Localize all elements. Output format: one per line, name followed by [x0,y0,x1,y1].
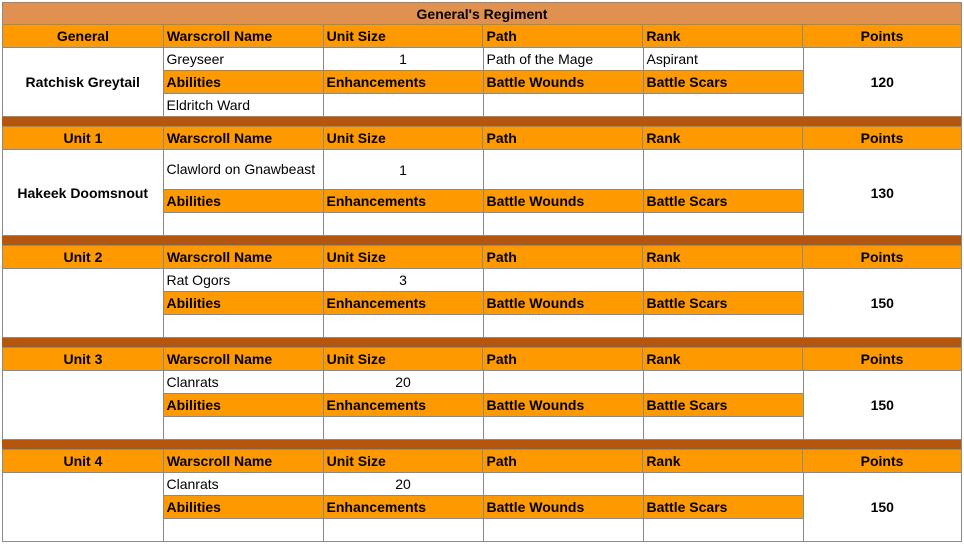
regiment-sheet [2,2,962,542]
points-header: Points [803,450,962,473]
path-cell[interactable] [484,473,644,496]
abilities-cell[interactable] [164,519,324,542]
unit-size-header: Unit Size [324,127,484,150]
unit-body [2,371,962,440]
unit-section [2,127,962,236]
unit-header-row [2,25,962,48]
sheet-title: General's Regiment [2,2,962,25]
unit-label: General [3,25,164,48]
enhancements-cell[interactable] [324,94,484,117]
enhancements-header: Enhancements [324,71,484,94]
unit-separator [2,338,962,348]
unit-header-row [2,127,962,150]
path-cell[interactable] [484,150,644,190]
battle-scars-cell[interactable] [644,94,804,117]
unit-body [2,269,962,338]
unit-separator [2,440,962,450]
enhancements-cell[interactable] [324,417,484,440]
unit-size-cell[interactable]: 20 [324,371,484,394]
abilities-cell[interactable] [164,315,324,338]
battle-wounds-cell[interactable] [484,94,644,117]
battle-scars-header: Battle Scars [644,394,804,417]
unit-name[interactable] [3,371,164,440]
enhancements-cell[interactable] [324,519,484,542]
points-header: Points [803,25,962,48]
path-cell[interactable] [484,269,644,292]
battle-scars-cell[interactable] [644,213,804,236]
path-header: Path [483,348,643,371]
battle-wounds-cell[interactable] [484,519,644,542]
unit-size-cell[interactable]: 20 [324,473,484,496]
unit-section [2,450,962,542]
unit-section [2,246,962,338]
unit-label: Unit 1 [3,127,164,150]
unit-size-cell[interactable]: 1 [324,48,484,71]
rank-header: Rank [643,127,803,150]
warscroll-name-cell[interactable]: Clawlord on Gnawbeast [164,150,324,190]
points-value[interactable]: 150 [804,269,963,338]
battle-wounds-cell[interactable] [484,417,644,440]
points-value[interactable]: 150 [804,371,963,440]
enhancements-cell[interactable] [324,213,484,236]
battle-wounds-header: Battle Wounds [484,292,644,315]
unit-section [2,348,962,440]
unit-header-row [2,450,962,473]
unit-separator [2,236,962,246]
enhancements-header: Enhancements [324,394,484,417]
path-header: Path [483,127,643,150]
unit-size-cell[interactable]: 3 [324,269,484,292]
points-value[interactable]: 130 [804,150,963,236]
warscroll-header: Warscroll Name [164,127,324,150]
warscroll-header: Warscroll Name [164,25,324,48]
path-header: Path [483,246,643,269]
warscroll-header: Warscroll Name [164,246,324,269]
enhancements-cell[interactable] [324,315,484,338]
unit-body [2,473,962,542]
abilities-header: Abilities [164,292,324,315]
unit-section [2,25,962,117]
units-container [2,25,962,542]
battle-scars-cell[interactable] [644,315,804,338]
abilities-cell[interactable] [164,417,324,440]
warscroll-header: Warscroll Name [164,348,324,371]
rank-cell[interactable] [644,473,804,496]
unit-size-header: Unit Size [324,348,484,371]
enhancements-header: Enhancements [324,292,484,315]
path-cell[interactable] [484,371,644,394]
path-header: Path [483,25,643,48]
points-header: Points [803,348,962,371]
unit-label: Unit 4 [3,450,164,473]
points-value[interactable]: 150 [804,473,963,542]
rank-header: Rank [643,25,803,48]
points-value[interactable]: 120 [804,48,963,117]
battle-wounds-cell[interactable] [484,315,644,338]
rank-cell[interactable] [644,269,804,292]
battle-wounds-header: Battle Wounds [484,394,644,417]
rank-cell[interactable] [644,371,804,394]
abilities-header: Abilities [164,71,324,94]
points-header: Points [803,246,962,269]
path-header: Path [483,450,643,473]
unit-size-header: Unit Size [324,25,484,48]
battle-scars-cell[interactable] [644,519,804,542]
unit-name[interactable]: Ratchisk Greytail [3,48,164,117]
unit-header-row [2,246,962,269]
warscroll-name-cell[interactable]: Rat Ogors [164,269,324,292]
abilities-header: Abilities [164,394,324,417]
unit-size-header: Unit Size [324,246,484,269]
unit-label: Unit 3 [3,348,164,371]
points-header: Points [803,127,962,150]
unit-size-cell[interactable]: 1 [324,150,484,190]
unit-name[interactable] [3,269,164,338]
unit-header-row [2,348,962,371]
battle-wounds-header: Battle Wounds [484,496,644,519]
rank-cell[interactable] [644,150,804,190]
warscroll-name-cell[interactable]: Greyseer [164,48,324,71]
enhancements-header: Enhancements [324,190,484,213]
battle-wounds-header: Battle Wounds [484,190,644,213]
battle-scars-header: Battle Scars [644,292,804,315]
battle-scars-header: Battle Scars [644,496,804,519]
battle-scars-cell[interactable] [644,417,804,440]
unit-size-header: Unit Size [324,450,484,473]
rank-header: Rank [643,348,803,371]
warscroll-header: Warscroll Name [164,450,324,473]
rank-header: Rank [643,450,803,473]
abilities-header: Abilities [164,496,324,519]
battle-scars-header: Battle Scars [644,190,804,213]
battle-scars-header: Battle Scars [644,71,804,94]
battle-wounds-cell[interactable] [484,213,644,236]
abilities-cell[interactable]: Eldritch Ward [164,94,324,117]
abilities-cell[interactable] [164,213,324,236]
unit-name[interactable]: Hakeek Doomsnout [3,150,164,236]
abilities-header: Abilities [164,190,324,213]
unit-body [2,48,962,117]
unit-name[interactable] [3,473,164,542]
unit-separator [2,117,962,127]
battle-wounds-header: Battle Wounds [484,71,644,94]
rank-header: Rank [643,246,803,269]
path-cell[interactable]: Path of the Mage [484,48,644,71]
warscroll-name-cell[interactable]: Clanrats [164,371,324,394]
unit-label: Unit 2 [3,246,164,269]
enhancements-header: Enhancements [324,496,484,519]
rank-cell[interactable]: Aspirant [644,48,804,71]
unit-body [2,150,962,236]
warscroll-name-cell[interactable]: Clanrats [164,473,324,496]
